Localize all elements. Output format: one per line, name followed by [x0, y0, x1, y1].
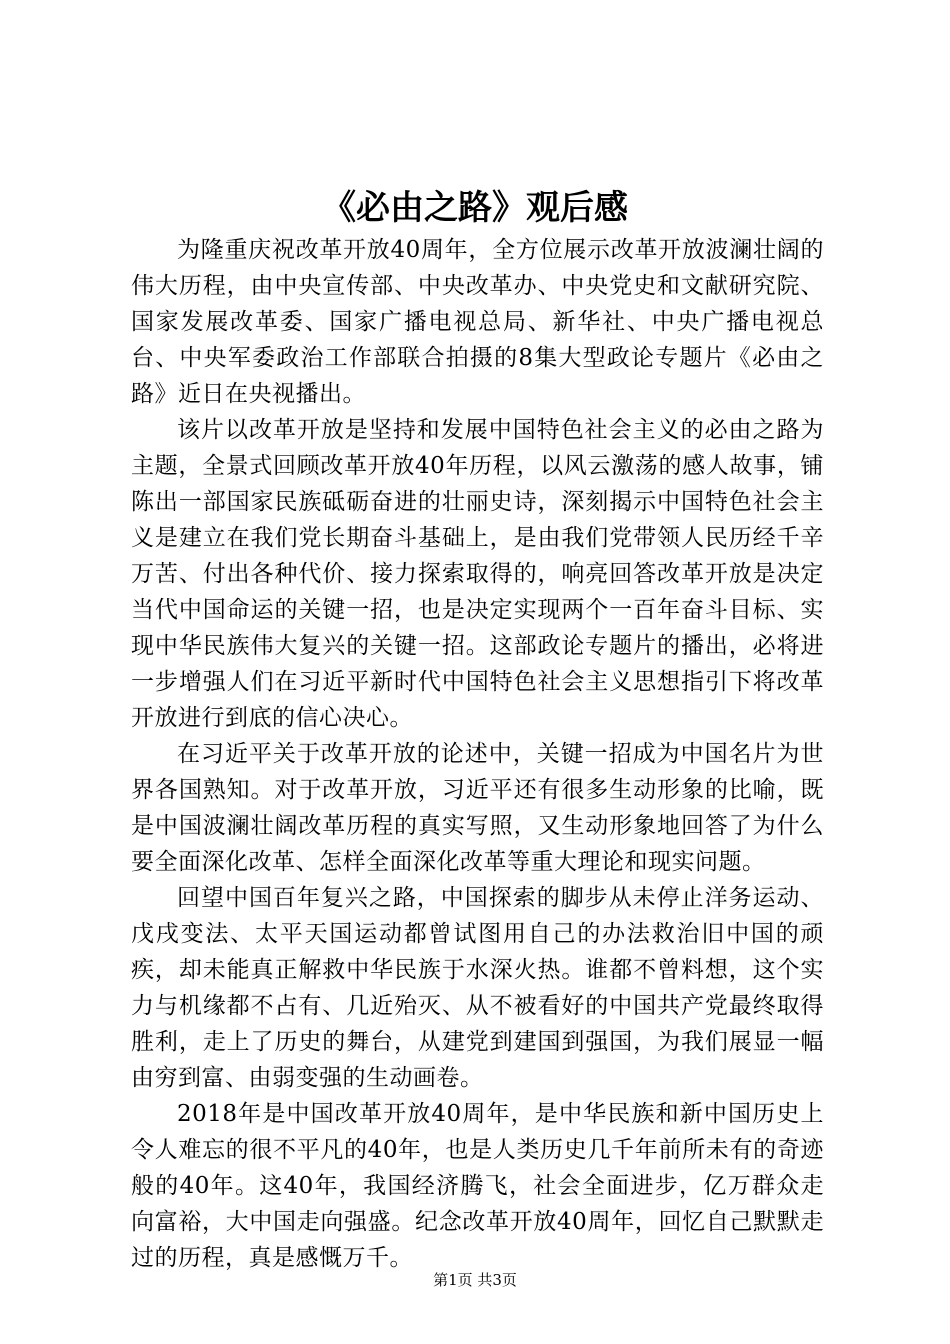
paragraph-3: 在习近平关于改革开放的论述中，关键一招成为中国名片为世界各国熟知。对于改革开放，习近平还有很多生动形象的比喻，既是中国波澜壮阔改革历程的真实写照，又生动形象地回答了为什么要全面深化改革、怎样全面深化改革等重大理论和现实问题。 — [131, 741, 824, 875]
page-footer: 第1页 共3页 — [433, 1271, 517, 1289]
paragraph-1: 为隆重庆祝改革开放40周年，全方位展示改革开放波澜壮阔的伟大历程，由中央宣传部、中央改革办、中央党史和文献研究院、国家发展改革委、国家广播电视总局、新华社、中央广播电视总台、中央军委政治工作部联合拍摄的8集大型政论专题片《必由之路》近日在央视播出。 — [131, 237, 824, 407]
document-title: 《必由之路》观后感 — [322, 188, 628, 228]
paragraph-4: 回望中国百年复兴之路，中国探索的脚步从未停止洋务运动、戊戌变法、太平天国运动都曾试图用自己的办法救治旧中国的顽疾，却未能真正解救中华民族于水深火热。谁都不曾料想，这个实力与机缘都不占有、几近殆灭、从不被看好的中国共产党最终取得胜利，走上了历史的舞台，从建党到建国到强国，为我们展显一幅由穷到富、由弱变强的生动画卷。 — [131, 885, 824, 1091]
paragraph-5: 2018年是中国改革开放40周年，是中华民族和新中国历史上令人难忘的很不平凡的40年，也是人类历史几千年前所未有的奇迹般的40年。这40年，我国经济腾飞，社会全面进步，亿万群众走向富裕，大中国走向强盛。纪念改革开放40周年，回忆自己默默走过的历程，真是感慨万千。 — [131, 1101, 824, 1271]
document-body — [131, 232, 824, 1276]
paragraph-2: 该片以改革开放是坚持和发展中国特色社会主义的必由之路为主题，全景式回顾改革开放40年历程，以风云激荡的感人故事，铺陈出一部国家民族砥砺奋进的壮丽史诗，深刻揭示中国特色社会主义是建立在我们党长期奋斗基础上，是由我们党带领人民历经千辛万苦、付出各种代价、接力探索取得的，响亮回答改革开放是决定当代中国命运的关键一招，也是决定实现两个一百年奋斗目标、实现中华民族伟大复兴的关键一招。这部政论专题片的播出，必将进一步增强人们在习近平新时代中国特色社会主义思想指引下将改革开放进行到底的信心决心。 — [131, 417, 824, 731]
